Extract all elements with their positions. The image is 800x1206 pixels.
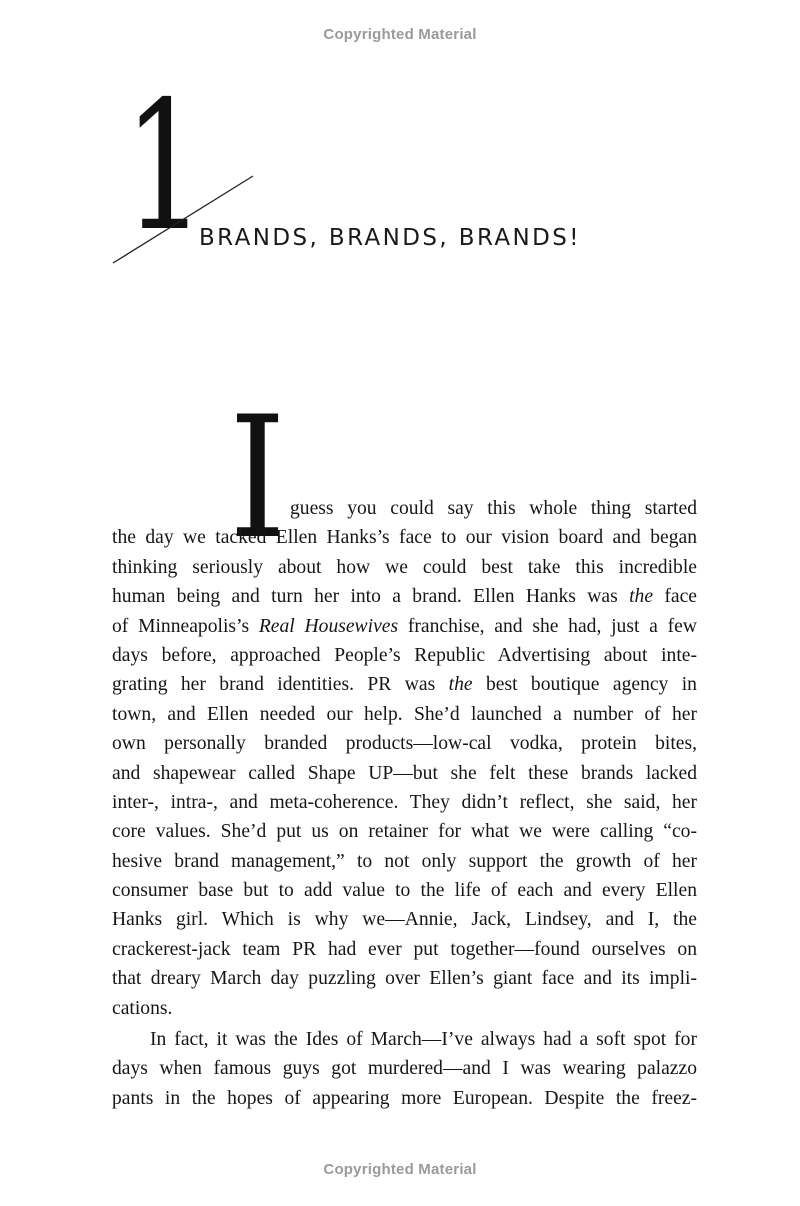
text-span: best boutique agency in — [485, 674, 697, 696]
text-line: consumer base but to add value to the life of each and every Ellen — [112, 880, 697, 902]
emphasis-text: Real Housewives — [258, 615, 399, 637]
text-line: pants in the hopes of appearing more European. Despite the freez- — [112, 1087, 697, 1109]
emphasis-text: the — [448, 674, 473, 696]
text-line — [112, 612, 697, 641]
copyright-watermark-bottom: Copyrighted Material — [323, 1161, 477, 1178]
text-line: cations. — [112, 997, 173, 1019]
text-line: and shapewear called Shape UP—but she felt these brands lacked — [112, 762, 697, 784]
chapter-title: BRANDS, BRANDS, BRANDS! — [199, 225, 581, 251]
text-line: In fact, it was the Ides of March—I’ve always had a soft spot for — [150, 1029, 697, 1051]
drop-cap: I — [229, 380, 287, 576]
text-line: days before, approached People’s Republic Advertising about inte- — [112, 644, 697, 666]
text-line — [112, 670, 697, 699]
text-line: crackerest-jack team PR had ever put together—found ourselves on — [112, 938, 697, 960]
text-line: hesive brand management,” to not only support the growth of her — [112, 850, 697, 872]
text-span: human being and turn her into a brand. Ellen Hanks was — [112, 586, 618, 608]
text-line: core values. She’d put us on retainer for what we were calling “co- — [112, 821, 697, 843]
text-line: days when famous guys got murdered—and I was wearing palazzo — [112, 1058, 697, 1080]
chapter-number: 1 — [124, 63, 206, 270]
text-span: of Minneapolis’s — [112, 615, 250, 637]
chapter-slash-decoration — [110, 172, 260, 267]
text-line: own personally branded products—low-cal vodka, protein bites, — [112, 733, 697, 755]
text-line: thinking seriously about how we could best take this incredible — [112, 556, 697, 578]
text-line: inter-, intra-, and meta-coherence. They didn’t reflect, she said, her — [112, 791, 697, 813]
text-span: franchise, and she had, just a few — [407, 615, 697, 637]
text-line — [112, 582, 697, 611]
copyright-watermark-top: Copyrighted Material — [323, 26, 477, 43]
text-line: town, and Ellen needed our help. She’d launched a number of her — [112, 703, 697, 725]
text-span: face — [664, 586, 697, 608]
text-span: grating her brand identities. PR was — [112, 674, 436, 696]
text-line: guess you could say this whole thing started — [290, 498, 697, 519]
text-line: Hanks girl. Which is why we—Annie, Jack, Lindsey, and I, the — [112, 909, 697, 931]
text-line: that dreary March day puzzling over Ellen’s giant face and its impli- — [112, 968, 697, 990]
emphasis-text: the — [629, 586, 654, 608]
text-line: the day we tacked Ellen Hanks’s face to our vision board and began — [112, 527, 697, 549]
chapter-body — [112, 494, 697, 1113]
